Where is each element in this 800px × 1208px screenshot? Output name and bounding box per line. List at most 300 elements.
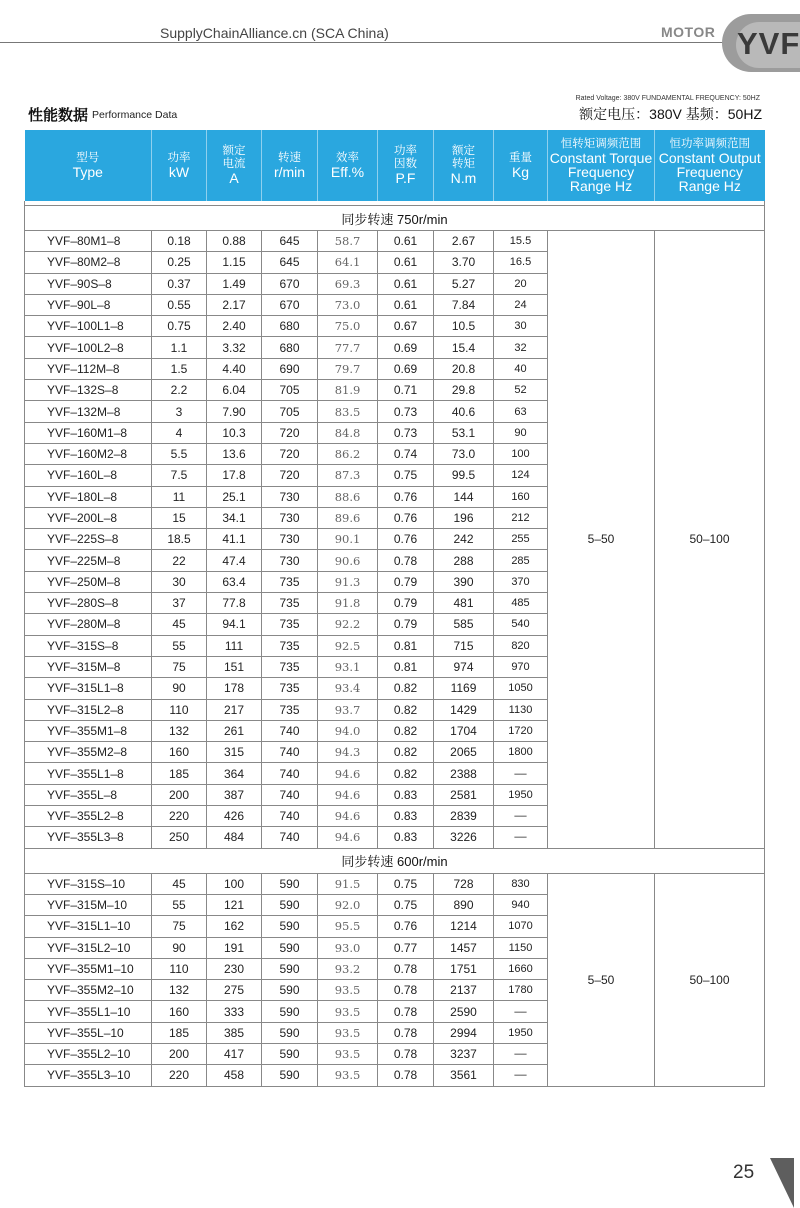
table-cell: 30 [152,571,207,592]
table-cell: 3.32 [207,337,262,358]
table-cell: 333 [207,1001,262,1022]
table-cell: YVF–315M–10 [25,894,152,915]
table-cell: 1050 [494,678,548,699]
brand-logo: YVF [737,26,800,61]
table-cell: 0.18 [152,231,207,252]
table-cell: –– [494,1001,548,1022]
table-cell: 3226 [434,827,494,848]
column-header-cn: 重量 [509,151,532,164]
table-cell: 160 [152,1001,207,1022]
table-cell: 484 [207,827,262,848]
header-site-text: SupplyChainAlliance.cn (SCA China) [160,25,389,41]
table-cell: 1720 [494,720,548,741]
table-cell: 217 [207,699,262,720]
table-body [25,201,765,1086]
table-cell: 15 [152,507,207,528]
table-cell: 0.77 [378,937,434,958]
table-cell: 91.3 [318,571,378,592]
table-cell: 191 [207,937,262,958]
table-cell: 94.6 [318,806,378,827]
table-cell: 0.37 [152,273,207,294]
table-cell: 5.27 [434,273,494,294]
table-cell: 0.78 [378,550,434,571]
table-cell: 0.61 [378,273,434,294]
column-header-en: P.F [395,170,416,186]
table-cell: 0.88 [207,231,262,252]
table-cell: 390 [434,571,494,592]
table-cell: 94.1 [207,614,262,635]
table-cell: 1751 [434,958,494,979]
output-range-cell: 50–100 [655,231,765,849]
table-cell: YVF–355L2–8 [25,806,152,827]
table-cell: 740 [262,784,318,805]
table-cell: 275 [207,980,262,1001]
column-header-cn: 型号 [76,151,100,164]
column-header-cn: 功率 因数 [394,145,417,170]
page-title-cn: 性能数据 [28,107,89,124]
table-cell: YVF–355L3–10 [25,1065,152,1086]
table-cell: 970 [494,656,548,677]
table-cell: YVF–315S–10 [25,873,152,894]
table-cell: 79.7 [318,358,378,379]
table-cell: 0.61 [378,294,434,315]
table-cell: 720 [262,422,318,443]
table-cell: 0.76 [378,916,434,937]
table-cell: 3237 [434,1043,494,1064]
table-cell: 75.0 [318,316,378,337]
table-cell: 2.17 [207,294,262,315]
table-cell: 7.84 [434,294,494,315]
table-cell: 590 [262,1043,318,1064]
table-cell: 458 [207,1065,262,1086]
table-cell: 64.1 [318,252,378,273]
torque-range-cell: 5–50 [548,873,655,1086]
table-cell: 417 [207,1043,262,1064]
table-cell: 590 [262,873,318,894]
table-cell: 590 [262,1001,318,1022]
table-cell: 90 [494,422,548,443]
table-cell: 590 [262,916,318,937]
table-cell: 0.55 [152,294,207,315]
table-cell: 735 [262,635,318,656]
torque-range-cell: 5–50 [548,231,655,849]
table-cell: 1130 [494,699,548,720]
column-header-cn: 效率 [336,151,359,164]
table-cell: 485 [494,593,548,614]
table-cell: 1457 [434,937,494,958]
table-cell: 0.76 [378,507,434,528]
table-cell: 2994 [434,1022,494,1043]
table-cell: 2590 [434,1001,494,1022]
section-row [25,206,765,231]
table-cell: YVF–80M1–8 [25,231,152,252]
table-cell: 2581 [434,784,494,805]
table-cell: 0.78 [378,1001,434,1022]
table-cell: 90.1 [318,529,378,550]
table-cell: 2388 [434,763,494,784]
table-cell: –– [494,806,548,827]
table-cell: 41.1 [207,529,262,550]
table-cell: 255 [494,529,548,550]
table-cell: 590 [262,937,318,958]
table-cell: YVF–355L2–10 [25,1043,152,1064]
table-cell: 45 [152,614,207,635]
table-cell: 0.76 [378,486,434,507]
table-cell: 121 [207,894,262,915]
rated-voltage-cn: 额定电压：380V 基频：50HZ [579,106,762,122]
table-cell: YVF–355L3–8 [25,827,152,848]
table-cell: 25.1 [207,486,262,507]
table-cell: 69.3 [318,273,378,294]
table-cell: 1070 [494,916,548,937]
table-cell: 1950 [494,1022,548,1043]
table-cell: 0.76 [378,529,434,550]
table-cell: 1214 [434,916,494,937]
column-header-en: Constant Torque Frequency Range Hz [549,150,653,194]
table-cell: 100 [207,873,262,894]
table-cell: 740 [262,763,318,784]
table-cell: 1.1 [152,337,207,358]
table-cell: 690 [262,358,318,379]
performance-table [24,130,765,1087]
column-header-en: Eff.% [330,163,365,180]
table-cell: 0.83 [378,806,434,827]
table-cell: 37 [152,593,207,614]
table-cell: 2.40 [207,316,262,337]
table-cell: YVF–355L–8 [25,784,152,805]
table-cell: 590 [262,980,318,1001]
table-cell: YVF–132S–8 [25,380,152,401]
table-cell: 0.82 [378,699,434,720]
table-cell: 3 [152,401,207,422]
table-cell: 230 [207,958,262,979]
table-cell: YVF–200L–8 [25,507,152,528]
table-cell: 77.8 [207,593,262,614]
table-cell: 250 [152,827,207,848]
table-cell: 315 [207,742,262,763]
corner-decoration [770,1158,794,1208]
table-cell: 0.82 [378,742,434,763]
column-header-cn: 恒功率调频范围 [669,138,750,150]
table-cell: YVF–355L1–8 [25,763,152,784]
table-cell: 55 [152,635,207,656]
table-cell: 20.8 [434,358,494,379]
table-cell: YVF–132M–8 [25,401,152,422]
table-cell: 90.6 [318,550,378,571]
table-cell: 730 [262,529,318,550]
table-cell: 77.7 [318,337,378,358]
column-header [152,130,207,201]
table-cell: 740 [262,720,318,741]
table-cell: 94.3 [318,742,378,763]
table-cell: 0.75 [378,894,434,915]
table-cell: YVF–315L1–10 [25,916,152,937]
table-cell: 93.2 [318,958,378,979]
table-cell: 3561 [434,1065,494,1086]
table-cell: 151 [207,656,262,677]
table-cell: 83.5 [318,401,378,422]
table-cell: 93.4 [318,678,378,699]
column-header [25,130,152,201]
table-cell: 585 [434,614,494,635]
table-cell: 1.49 [207,273,262,294]
table-cell: 940 [494,894,548,915]
table-cell: 160 [152,742,207,763]
table-cell: 1704 [434,720,494,741]
table-cell: 1.15 [207,252,262,273]
table-cell: 94.6 [318,827,378,848]
table-cell: 0.82 [378,763,434,784]
table-cell: 178 [207,678,262,699]
table-cell: 7.90 [207,401,262,422]
table-cell: 735 [262,678,318,699]
table-cell: 89.6 [318,507,378,528]
table-cell: 735 [262,699,318,720]
table-cell: 11 [152,486,207,507]
table-cell: 730 [262,486,318,507]
table-cell: 0.83 [378,827,434,848]
table-cell: 1150 [494,937,548,958]
table-cell: 144 [434,486,494,507]
table-cell: 715 [434,635,494,656]
table-cell: 162 [207,916,262,937]
table-cell: 0.69 [378,358,434,379]
table-cell: 0.75 [378,465,434,486]
table-cell: YVF–315M–8 [25,656,152,677]
table-cell: 288 [434,550,494,571]
table-cell: 95.5 [318,916,378,937]
column-header [378,130,434,201]
table-cell: 590 [262,1022,318,1043]
table-cell: 590 [262,1065,318,1086]
table-cell: 5.5 [152,443,207,464]
table-cell: 0.79 [378,614,434,635]
table-cell: 0.79 [378,571,434,592]
table-cell: YVF–355L–10 [25,1022,152,1043]
table-cell: YVF–280S–8 [25,593,152,614]
table-cell: 93.5 [318,980,378,1001]
column-header-cn: 转速 [278,151,301,164]
column-header [318,130,378,201]
table-cell: 17.8 [207,465,262,486]
table-cell: YVF–355L1–10 [25,1001,152,1022]
table-cell: 0.82 [378,678,434,699]
table-cell: 93.5 [318,1001,378,1022]
column-header-en: r/min [273,163,306,180]
table-cell: 92.5 [318,635,378,656]
table-cell: 740 [262,827,318,848]
table-cell: 2839 [434,806,494,827]
table-cell: 40.6 [434,401,494,422]
table-cell: 58.7 [318,231,378,252]
table-cell: 1780 [494,980,548,1001]
table-cell: 196 [434,507,494,528]
output-range-cell: 50–100 [655,873,765,1086]
table-cell: 740 [262,806,318,827]
table-cell: 200 [152,784,207,805]
table-cell: 88.6 [318,486,378,507]
column-header [262,130,318,201]
table-cell: 32 [494,337,548,358]
table-cell: 93.5 [318,1043,378,1064]
section-row [25,848,765,873]
table-cell: 1429 [434,699,494,720]
table-cell: 1660 [494,958,548,979]
table-cell: 94.0 [318,720,378,741]
page-number: 25 [733,1162,755,1183]
table-cell: 7.5 [152,465,207,486]
table-cell: 735 [262,593,318,614]
table-cell: 387 [207,784,262,805]
table-cell: 705 [262,380,318,401]
column-header-cn: 恒转矩调频范围 [560,138,642,150]
column-header [494,130,548,201]
table-cell: 15.5 [494,231,548,252]
table-cell: 0.74 [378,443,434,464]
column-header-en: Constant Output Frequency Range Hz [658,150,761,194]
table-cell: 132 [152,720,207,741]
table-cell: YVF–160L–8 [25,465,152,486]
table-cell: 110 [152,699,207,720]
table-cell: 91.5 [318,873,378,894]
table-cell: YVF–100L1–8 [25,316,152,337]
table-cell: 1950 [494,784,548,805]
column-header-cn: 额定 电流 [222,145,246,170]
table-cell: 87.3 [318,465,378,486]
table-cell: 481 [434,593,494,614]
table-cell: 24 [494,294,548,315]
table-cell: 0.79 [378,593,434,614]
table-cell: 4 [152,422,207,443]
table-cell: 220 [152,806,207,827]
table-cell: 63 [494,401,548,422]
table-cell: 99.5 [434,465,494,486]
section-label: 同步转速 750r/min [25,206,765,231]
table-cell: YVF–112M–8 [25,358,152,379]
table-cell: 10.5 [434,316,494,337]
column-header-en: A [229,170,239,186]
table-cell: 720 [262,465,318,486]
table-cell: 0.82 [378,720,434,741]
table-cell: YVF–315S–8 [25,635,152,656]
table-cell: YVF–355M2–8 [25,742,152,763]
table-cell: 974 [434,656,494,677]
table-cell: 730 [262,507,318,528]
table-cell: 0.25 [152,252,207,273]
table-cell: 0.81 [378,656,434,677]
table-cell: 730 [262,550,318,571]
table-cell: 645 [262,231,318,252]
table-cell: 590 [262,894,318,915]
table-cell: 285 [494,550,548,571]
column-header-en: N.m [450,170,477,186]
table-cell: 73.0 [434,443,494,464]
column-header-en: Type [72,163,103,180]
table-cell: 63.4 [207,571,262,592]
table-cell: YVF–90S–8 [25,273,152,294]
column-header-cn: 功率 [167,151,191,164]
table-cell: 728 [434,873,494,894]
table-cell: 2137 [434,980,494,1001]
table-cell: YVF–160M2–8 [25,443,152,464]
table-cell: 94.6 [318,763,378,784]
table-cell: 86.2 [318,443,378,464]
table-cell: 2065 [434,742,494,763]
column-header [434,130,494,201]
table-header-row [25,130,765,201]
table-cell: 15.4 [434,337,494,358]
table-cell: 185 [152,1022,207,1043]
table-cell: YVF–315L1–8 [25,678,152,699]
table-cell: 45 [152,873,207,894]
table-cell: 29.8 [434,380,494,401]
table-cell: 735 [262,656,318,677]
table-cell: 0.69 [378,337,434,358]
table-cell: 18.5 [152,529,207,550]
table-cell: 0.73 [378,422,434,443]
table-cell: YVF–80M2–8 [25,252,152,273]
section-label: MOTOR [661,24,716,40]
table-cell: 540 [494,614,548,635]
table-cell: 0.81 [378,635,434,656]
table-cell: 0.61 [378,231,434,252]
table-cell: 735 [262,614,318,635]
table-cell: 110 [152,958,207,979]
table-cell: 820 [494,635,548,656]
table-cell: 0.67 [378,316,434,337]
table-cell: 890 [434,894,494,915]
table-cell: 93.0 [318,937,378,958]
table-cell: 93.1 [318,656,378,677]
table-cell: 0.78 [378,1043,434,1064]
table-cell: YVF–180L–8 [25,486,152,507]
table-cell: 93.5 [318,1065,378,1086]
table-cell: 30 [494,316,548,337]
table-cell: 111 [207,635,262,656]
table-cell: 0.78 [378,1065,434,1086]
table-cell: YVF–160M1–8 [25,422,152,443]
table-cell: 160 [494,486,548,507]
table-cell: 670 [262,273,318,294]
table-cell: YVF–280M–8 [25,614,152,635]
table-cell: 2.67 [434,231,494,252]
table-cell: 740 [262,742,318,763]
table-cell: 93.5 [318,1022,378,1043]
table-cell: 75 [152,656,207,677]
table-cell: 370 [494,571,548,592]
table-cell: –– [494,827,548,848]
table-cell: 52 [494,380,548,401]
table-cell: 1800 [494,742,548,763]
table-cell: 645 [262,252,318,273]
table-cell: YVF–355M1–10 [25,958,152,979]
table-cell: YVF–225S–8 [25,529,152,550]
table-cell: 73.0 [318,294,378,315]
table-cell: 261 [207,720,262,741]
table-cell: 47.4 [207,550,262,571]
header-divider [0,42,730,43]
table-cell: 1.5 [152,358,207,379]
table-cell: 720 [262,443,318,464]
table-cell: 680 [262,337,318,358]
table-cell: 10.3 [207,422,262,443]
table-cell: 0.73 [378,401,434,422]
table-cell: 670 [262,294,318,315]
table-cell: 124 [494,465,548,486]
table-cell: 3.70 [434,252,494,273]
table-cell: YVF–90L–8 [25,294,152,315]
table-cell: YVF–355M1–8 [25,720,152,741]
